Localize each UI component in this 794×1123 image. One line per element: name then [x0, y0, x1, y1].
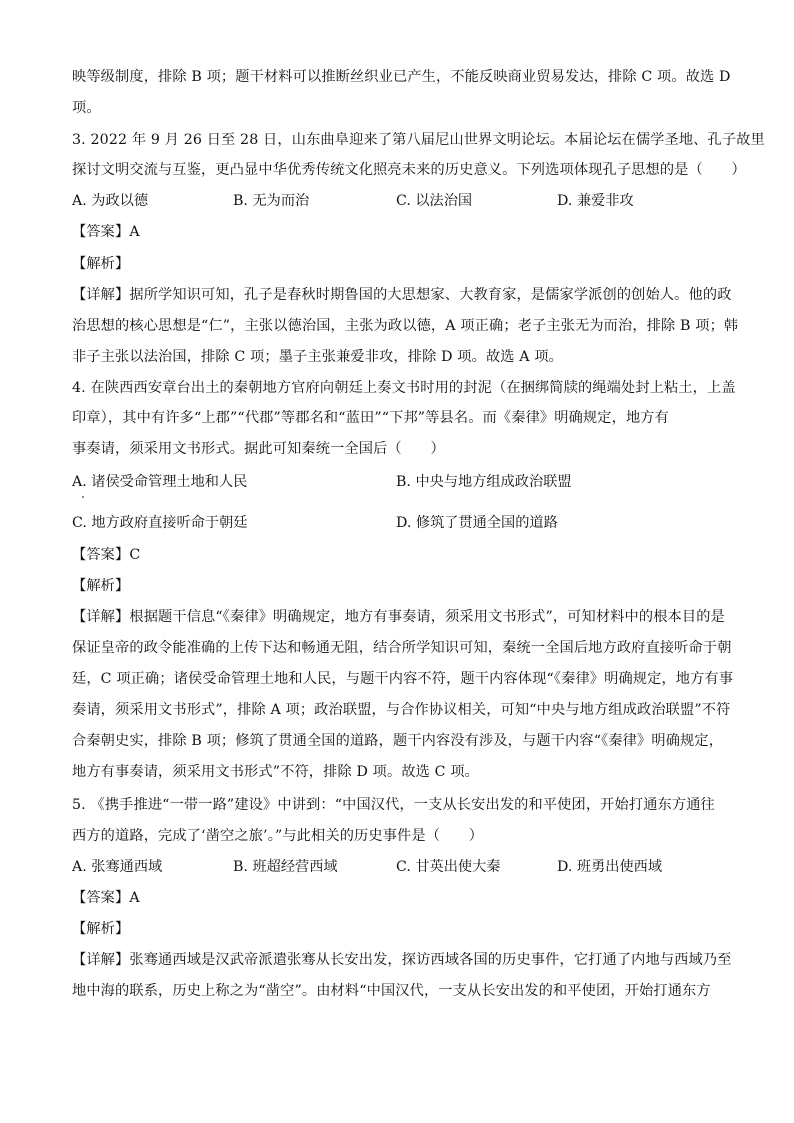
q4-explanation: 【详解】根据题干信息“《秦律》明确规定，地方有事奏请，须采用文书形式”，可知材料中的根本目的是	[72, 609, 725, 625]
q3-option-d: D. 兼爱非攻	[557, 193, 634, 209]
q5-answer: 【答案】A	[72, 890, 140, 906]
q4-option-a: A. 诸侯受命管理土地和人民	[72, 474, 248, 490]
q4-option-b: B. 中央与地方组成政治联盟	[396, 474, 572, 490]
question-4-stem: 事奏请，须采用文书形式。据此可知秦统一全国后（ ）	[72, 441, 445, 457]
q5-analysis-heading: 【解析】	[72, 921, 130, 937]
q4-analysis-heading: 【解析】	[72, 578, 130, 594]
q4-answer: 【答案】C	[72, 547, 141, 563]
stray-dot	[82, 496, 84, 498]
q3-answer: 【答案】A	[72, 224, 140, 240]
q5-explanation: 地中海的联系，历史上称之为“凿空”。由材料“中国汉代，一支从长安出发的和平使团，开始打通东方	[72, 983, 711, 999]
question-5-stem: 5. 《携手推进“一带一路”建设》中讲到：“中国汉代，一支从长安出发的和平使团，开始打通东方通往	[72, 797, 715, 813]
q5-explanation: 【详解】张骞通西域是汉武帝派遣张骞从长安出发，探访西域各国的历史事件，它打通了内地与西域乃至	[72, 952, 732, 968]
question-3-stem: 3. 2022 年 9 月 26 日至 28 日，山东曲阜迎来了第八届尼山世界文明论坛。本届论坛在儒学圣地、孔子故里	[72, 132, 765, 148]
q5-option-d: D. 班勇出使西域	[557, 859, 663, 875]
question-3-stem: 探讨文明交流与互鉴，更凸显中华优秀传统文化照亮未来的历史意义。下列选项体现孔子思想的是（ ）	[72, 162, 746, 178]
q4-option-d: D. 修筑了贯通全国的道路	[396, 515, 558, 531]
text-line: 项。	[72, 100, 101, 116]
q4-explanation: 奏请，须采用文书形式”，排除 A 项；政治联盟，与合作协议相关，可知“中央与地方组成政治联盟”不符	[72, 702, 731, 718]
q3-explanation: 非子主张以法治国，排除 C 项；墨子主张兼爱非攻，排除 D 项。故选 A 项。	[72, 349, 564, 365]
q4-option-c: C. 地方政府直接听命于朝廷	[72, 515, 248, 531]
q3-analysis-heading: 【解析】	[72, 256, 130, 272]
q4-explanation: 廷，C 项正确；诸侯受命管理土地和人民，与题干内容不符，题干内容体现“《秦律》明确规定，地方有事	[72, 671, 734, 687]
q5-option-b: B. 班超经营西域	[233, 859, 338, 875]
question-4-stem: 4. 在陕西西安章台出土的秦朝地方官府向朝廷上奏文书时用的封泥（在捆绑简牍的绳端处封上粘土，上盖	[72, 380, 736, 396]
question-4-stem: 印章），其中有许多“上郡”“代郡”等郡名和“蓝田”“下邦”等县名。而《秦律》明确规定，地方有	[72, 410, 669, 426]
q4-explanation: 地方有事奏请，须采用文书形式”不符，排除 D 项。故选 C 项。	[72, 764, 480, 780]
q5-option-c: C. 甘英出使大秦	[396, 859, 501, 875]
q5-option-a: A. 张骞通西域	[72, 859, 163, 875]
q3-option-c: C. 以法治国	[396, 193, 473, 209]
q4-explanation: 合秦朝史实，排除 B 项；修筑了贯通全国的道路，题干内容没有涉及，与题干内容“《秦律》明确规定，	[72, 733, 724, 749]
q3-option-b: B. 无为而治	[233, 193, 310, 209]
q4-explanation: 保证皇帝的政令能准确的上传下达和畅通无阻，结合所学知识可知，秦统一全国后地方政府直接听命于朝	[72, 640, 732, 656]
q3-option-a: A. 为政以德	[72, 193, 149, 209]
question-5-stem: 西方的道路，完成了‘凿空之旅’。”与此相关的历史事件是（ ）	[72, 828, 484, 844]
text-line: 映等级制度，排除 B 项；题干材料可以推断丝织业已产生，不能反映商业贸易发达，排除 C 项。故选 D	[72, 69, 731, 85]
q3-explanation: 治思想的核心思想是“仁”，主张以德治国，主张为政以德，A 项正确；老子主张无为而治，排除 B 项；韩	[72, 318, 739, 334]
q3-explanation: 【详解】据所学知识可知，孔子是春秋时期鲁国的大思想家、大教育家，是儒家学派创的创始人。他的政	[72, 287, 732, 303]
